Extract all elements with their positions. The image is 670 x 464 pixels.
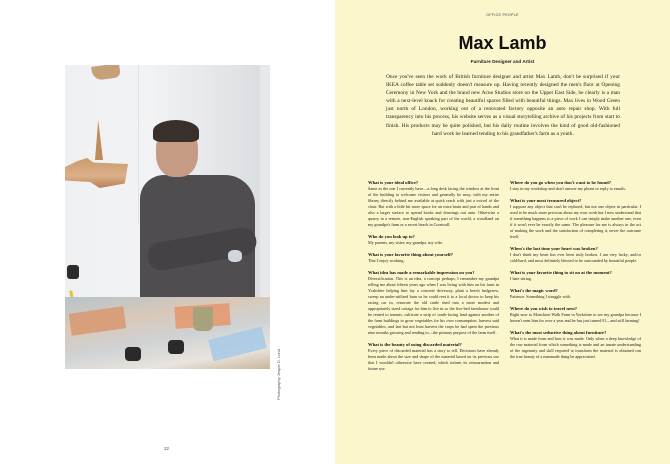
qa-item [510, 306, 641, 324]
wall-socket [67, 265, 79, 279]
question: What is your favorite thing to sit on at the moment? [510, 270, 612, 275]
question: When's the last time your heart was broken? [510, 246, 598, 251]
answer: I suppose any object that can't be replaced, but not one object in particular. I used to be much more precious about my own work but I now understand that if something happens to a piece of work I can simply make another one, even if it won't ever be exactly the same. The pleasure for me is always in the act of making the work and the satisfaction of completing it, never the outcome itself. [510, 204, 641, 239]
answer: What it is made from and how it was made. Only when a deep knowledge of the raw material from which something is made and an innate understanding of the ingenuity and skill required to transform the material is obtained can the true beauty of a manmade thing be appreciated. [510, 336, 641, 359]
question: What is your ideal office? [368, 180, 419, 185]
qa-item [368, 270, 499, 336]
power-plug [168, 340, 184, 354]
question: Where do you go when you don't want to be found? [510, 180, 611, 185]
answer: Patience. Something I struggle with. [510, 294, 571, 299]
qa-item [368, 234, 499, 246]
qa-item [368, 180, 499, 228]
answer: I stay in my workshop and don't answer my phone or reply to emails. [510, 186, 626, 191]
door-edge [138, 65, 139, 225]
question: What's the magic word? [510, 288, 558, 293]
question: What is your most treasured object? [510, 198, 582, 203]
answer: Same as the one I currently have—a long desk facing the window at the front of the building to welcome visitors and generally be nosy, with my entire library directly behind me available at quick reach with just a swivel of the chair. But with a little bit more space for an extra brain and pair of hands and also a larger surface to spread books and drawings out onto. Otherwise a quarry in a remote, non-English speaking part of the world, a woodland on my grandpa's farm or a secret beach in Cornwall. [368, 186, 499, 227]
question: What is the beauty of using discarded material? [368, 342, 462, 347]
photo-credit: Photography Jesper D. Lund [276, 349, 281, 400]
qa-column-left [368, 180, 499, 378]
answer: That I enjoy working. [368, 258, 405, 263]
clay-sculpture [65, 158, 128, 188]
page-number: 32 [164, 446, 170, 451]
question: Where do you wish to travel next? [510, 306, 578, 311]
question: What is your favorite thing about yourself? [368, 252, 453, 257]
portrait-photo [65, 65, 270, 369]
question: What idea has made a remarkable impression on you? [368, 270, 475, 275]
answer: Right now to Monckton Walk Farm in Yorkshire to see my grandpa because I haven't seen him for over a year and he has just turned 91—and still farming! [510, 312, 641, 323]
qa-item [510, 270, 641, 282]
qa-item [368, 252, 499, 264]
qa-item [510, 330, 641, 360]
clay-sculpture-spike [95, 120, 103, 160]
question: Who do you look up to? [368, 234, 415, 239]
qa-column-right [510, 180, 641, 366]
ceramic-cup [193, 307, 213, 331]
qa-item [510, 198, 641, 240]
qa-item [510, 246, 641, 264]
answer: I don't think my heart has ever been truly broken. I am very lucky, and/or cold/hard, and most definitely blessed to be surrounded by beautiful people. [510, 252, 641, 263]
answer: Every piece of discarded material has a story to tell. Decisions have already been made about the size and shape of the material based on its previous use that I wouldn't otherwise have created, which inform its reincarnation and future use. [368, 348, 499, 371]
right-page [335, 0, 670, 464]
power-plug [125, 347, 141, 361]
question: What's the most seductive thing about furniture? [510, 330, 607, 335]
paint-stain [228, 250, 242, 262]
article-subtitle: Furniture Designer and Artist [470, 59, 535, 64]
section-label: OFFICE PEOPLE [486, 13, 519, 17]
qa-item [510, 288, 641, 300]
answer: Diversification. This is an idea, a concept perhaps, I remember my grandpa telling me about fifteen years ago when I was living with him on his farm in Yorkshire helping him lay a concrete driveway, plant a beech hedgerow, sweep an under-utilised barn so he could rent it to a local doctor to keep his racing car in, renovate the old cattle shed into a more modest and appropriately sized cottage for him to live in so the five-bed farmhouse could be rented to tenants, cultivate a strip of south-facing land against another of the farm buildings to grow vegetables for his own consumption, harvest said vegetables, and last but not least harvest the crops he had spent the previous nine months growing and tending to—the primary purpose of the farm itself. [368, 276, 499, 335]
qa-item [368, 342, 499, 372]
answer: I hate sitting. [510, 276, 532, 281]
hair [153, 120, 199, 142]
clay-fragment [91, 65, 121, 81]
article-title: Max Lamb [458, 33, 547, 53]
qa-item [510, 180, 641, 192]
intro-paragraph: Once you've seen the work of British furniture designer and artist Max Lamb, don't be surprised if your IKEA coffee table set suddenly doesn't measure up. Having recently designed the men's floor at Opening Ceremony in New York and the brand new Acne Studios store on the Upper East Side, he clearly is a man with a next-level knack for creating beautiful spaces filled with beautiful things. Max lives in Wood Green just north of London, working out of a renovated factory opposite an auto repair shop. With full transparency into his process, his website serves as a visual storytelling archive of his projects from start to finish. His products may be quite polished, but his daily routine involves the kind of good old-fashioned hard work he learned tending to his grandfather's farm as a youth. [386, 74, 620, 137]
answer: My parents, my sister, my grandpa, my wife. [368, 240, 444, 245]
